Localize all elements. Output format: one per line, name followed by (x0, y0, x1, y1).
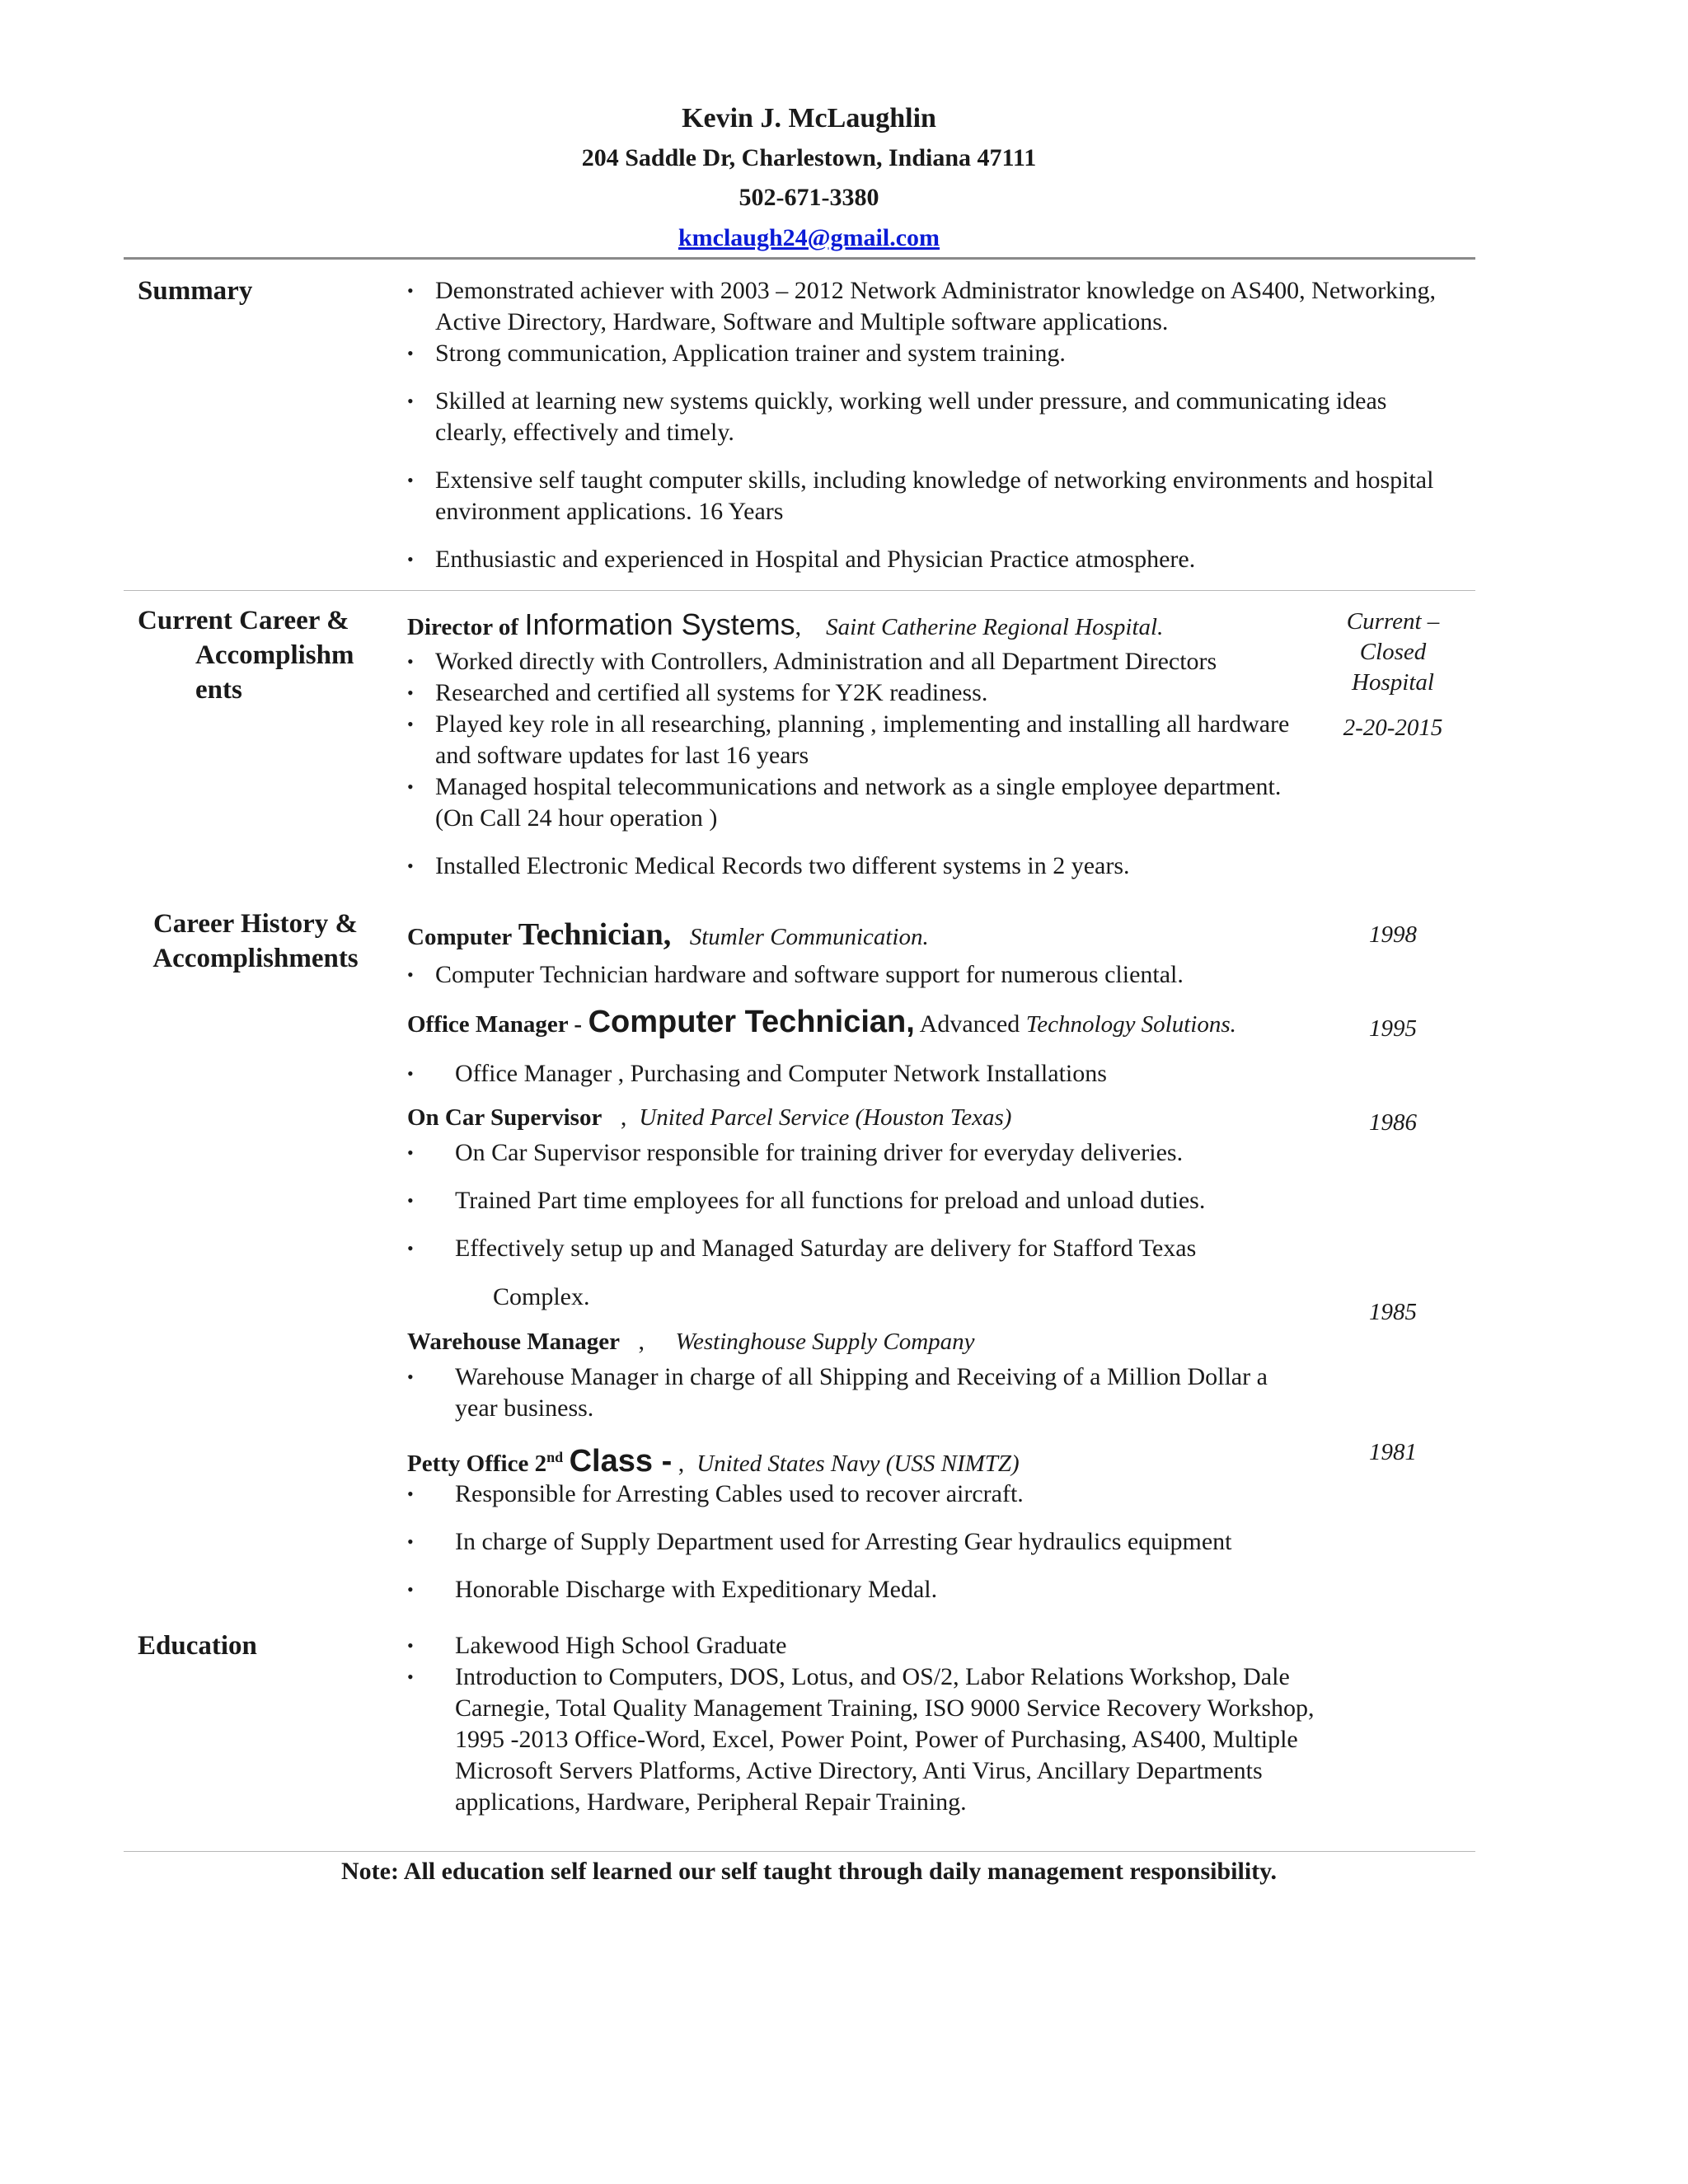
list-item: • Honorable Discharge with Expeditionary Medal. (401, 1574, 1315, 1605)
list-item: • Worked directly with Controllers, Administration and all Department Directors (401, 646, 1299, 677)
list-item: • Lakewood High School Graduate (401, 1630, 1332, 1661)
job-title-prefix: Warehouse Manager (407, 1329, 621, 1355)
job-date-director (1311, 607, 1475, 743)
list-item: • Researched and certified all systems for Y2K readiness. (401, 677, 1299, 709)
job-title-main: Information Systems (524, 607, 795, 641)
heading-line: Accomplishm (195, 640, 354, 670)
job-date: 1998 (1369, 921, 1417, 948)
date-line: Hospital (1352, 669, 1434, 696)
summary-list (401, 275, 1464, 575)
job-date: 1995 (1369, 1015, 1417, 1042)
list-item: • Effectively setup up and Managed Saturday are delivery for Stafford Texas (401, 1233, 1315, 1264)
job-title-main: Class - (569, 1444, 673, 1479)
heading-line: ents (195, 675, 242, 705)
job-title-prefix: Petty Office 2 (407, 1451, 547, 1477)
career-history-heading (132, 907, 379, 976)
job-title-petty-officer (407, 1441, 1020, 1480)
list-item: • Played key role in all researching, planning , implementing and installing all hardware and software updates for last 16 years (401, 709, 1299, 771)
job-date: 1985 (1369, 1299, 1417, 1325)
header-divider (124, 257, 1475, 260)
current-career-list (401, 646, 1299, 882)
job-bullets (401, 1137, 1315, 1281)
job-date: 1986 (1369, 1109, 1417, 1136)
address: 204 Saddle Dr, Charlestown, Indiana 47111 (581, 144, 1037, 171)
company-name: United Parcel Service (Houston Texas) (639, 1104, 1012, 1131)
list-item: • Extensive self taught computer skills, including knowledge of networking environments and hospital environment applications. 16 Years (401, 465, 1464, 527)
company-name: Saint Catherine Regional Hospital. (826, 614, 1164, 640)
list-item: • Enthusiastic and experienced in Hospital and Physician Practice atmosphere. (401, 544, 1464, 575)
contact-header (0, 99, 1618, 259)
company-name: Westinghouse Supply Company (675, 1329, 975, 1355)
company-name: United States Navy (USS NIMTZ) (696, 1451, 1020, 1477)
email-link[interactable]: kmclaugh24@gmail.com (678, 224, 940, 251)
list-item: • Demonstrated achiever with 2003 – 2012 Network Administrator knowledge on AS400, Networking, Active Directory, Hardware, Software and Multiple software applications. (401, 275, 1464, 338)
list-item: • Office Manager , Purchasing and Computer Network Installations (401, 1058, 1315, 1090)
company-name: Stumler Communication. (689, 924, 929, 950)
job-title-sep: , (678, 1450, 685, 1477)
date-line: 2-20-2015 (1343, 715, 1443, 741)
date-line: Current – (1346, 608, 1440, 635)
job-bullets (401, 1058, 1315, 1090)
list-item: • Skilled at learning new systems quickly, working well under pressure, and communicating ideas clearly, effectively and timely. (401, 386, 1464, 448)
list-item: • Managed hospital telecommunications and network as a single employee department. (On Call 24 hour operation ) (401, 771, 1299, 834)
job-date: 1981 (1369, 1439, 1417, 1465)
heading-line: Accomplishments (152, 944, 359, 973)
job-title-computer-technician (407, 918, 929, 954)
company-prefix: Advanced (919, 1010, 1020, 1038)
list-item: • Trained Part time employees for all functions for preload and unload duties. (401, 1185, 1315, 1216)
job-bullets (401, 959, 1299, 991)
list-item: • Strong communication, Application trainer and system training. (401, 338, 1464, 369)
job-title-prefix: Computer (407, 924, 513, 950)
job-title-on-car-supervisor (407, 1101, 1011, 1134)
job-bullets (401, 1361, 1315, 1424)
list-item: • In charge of Supply Department used for Arresting Gear hydraulics equipment (401, 1526, 1315, 1558)
job-title-superscript: nd (546, 1449, 564, 1465)
current-career-heading (138, 603, 377, 707)
list-item: • Warehouse Manager in charge of all Shipping and Receiving of a Million Dollar a year business. (401, 1361, 1315, 1424)
list-item: • Responsible for Arresting Cables used to recover aircraft. (401, 1479, 1315, 1510)
date-line: Closed (1359, 639, 1427, 665)
education-list (401, 1630, 1332, 1818)
job-title-prefix: Office Manager - (407, 1011, 583, 1038)
phone: 502-671-3380 (738, 184, 879, 211)
job-title-sep: , (620, 1104, 627, 1131)
education-divider (124, 1851, 1475, 1852)
company-name: Technology Solutions. (1025, 1011, 1236, 1038)
education-heading: Education (138, 1631, 257, 1661)
heading-line: Current Career & (138, 606, 349, 635)
job-title-prefix: Director of (407, 614, 519, 640)
job-bullets (401, 1479, 1315, 1605)
footer-note: Note: All education self learned our self taught through daily management responsibility. (340, 1858, 1278, 1885)
list-item: • Introduction to Computers, DOS, Lotus, and OS/2, Labor Relations Workshop, Dale Carnegie, Total Quality Management Training, ISO 9000 Service Recovery Workshop, 1995 -2013 Office-Word, Excel, Power Point, Power of Purchasing, AS400, Multiple Microsoft Servers Platforms, Active Directory, Anti Virus, Ancillary Departments applications, Hardware, Peripheral Repair Training. (401, 1661, 1332, 1818)
job-title-prefix: On Car Supervisor (407, 1104, 603, 1131)
summary-divider (124, 590, 1475, 591)
list-item: • Computer Technician hardware and software support for numerous cliental. (401, 959, 1299, 991)
list-item: • On Car Supervisor responsible for training driver for everyday deliveries. (401, 1137, 1315, 1169)
job-title-main: Computer Technician, (588, 1005, 915, 1039)
job-title-director (407, 608, 1163, 644)
job-title-warehouse-manager (407, 1325, 975, 1358)
candidate-name: Kevin J. McLaughlin (682, 103, 936, 134)
job-title-sep: , (638, 1328, 645, 1355)
list-item: • Installed Electronic Medical Records two different systems in 2 years. (401, 851, 1299, 882)
job-title-main: Technician, (518, 917, 672, 952)
job-title-office-manager (407, 1005, 1236, 1041)
bullet-continuation: Complex. (493, 1283, 590, 1310)
job-title-sep: , (795, 613, 802, 640)
heading-line: Career History & (152, 909, 359, 939)
summary-heading: Summary (138, 276, 253, 306)
